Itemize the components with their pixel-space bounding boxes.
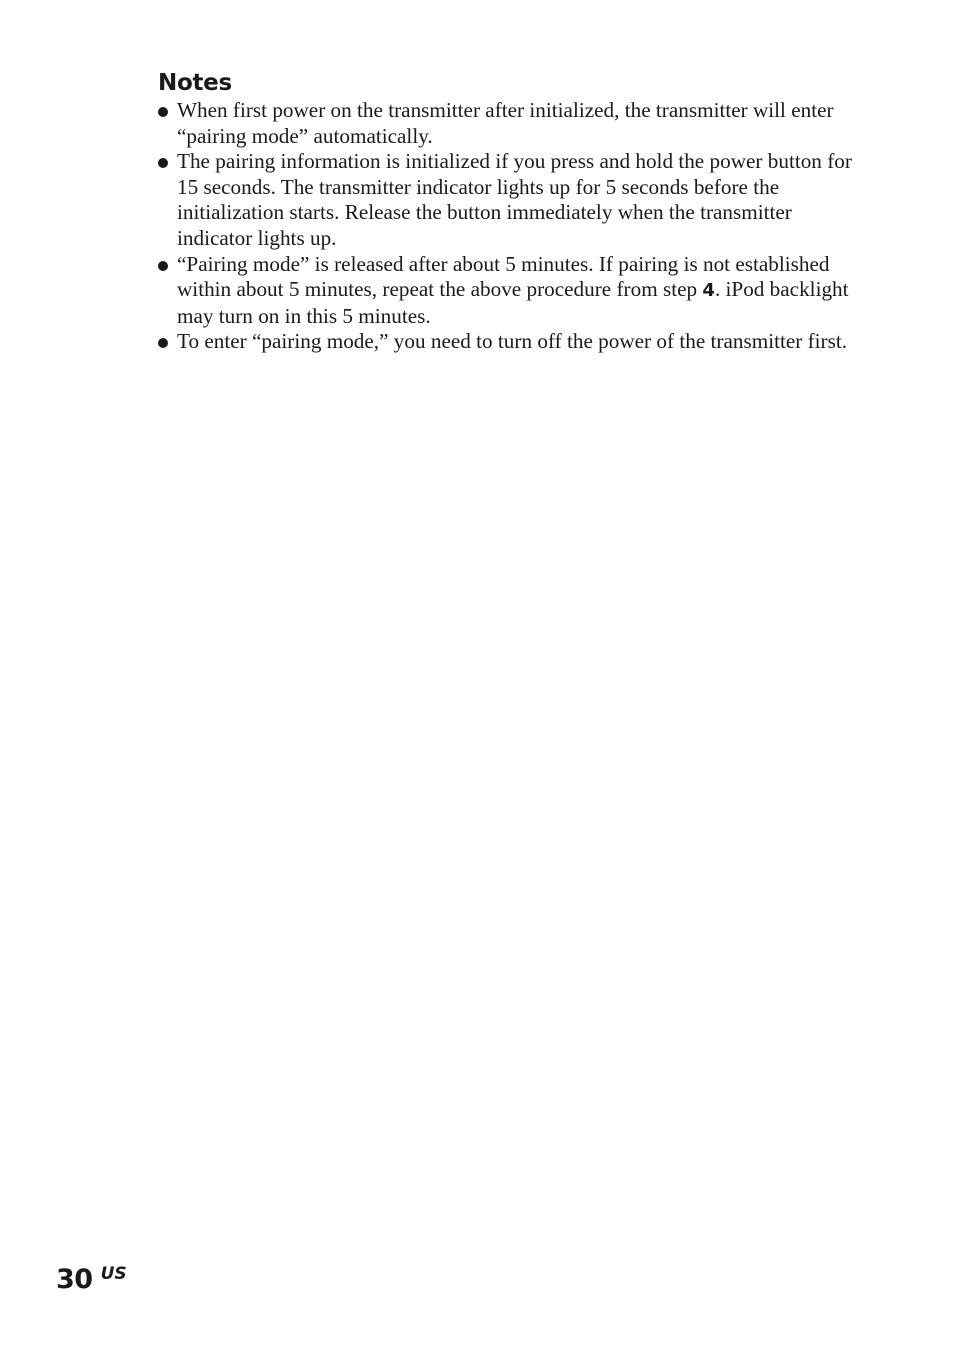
note-item-1 [158,98,868,149]
bullet-icon [158,261,168,271]
notes-list [158,98,868,355]
note-item-3 [158,252,868,330]
note-text-after: . iPod backlight may turn on in this 5 minutes. [177,277,849,328]
region-code: US [100,1264,127,1284]
note-text: To enter “pairing mode,” you need to turn off the power of the transmitter first. [177,329,848,354]
note-text: When first power on the transmitter after initialized, the transmitter will enter “pairing mode” automatically. [177,98,834,148]
page-number: 30 [56,1264,93,1295]
note-item-2 [158,149,868,251]
bullet-icon [158,107,168,117]
notes-heading: Notes [158,70,232,96]
note-text-before: “Pairing mode” is released after about 5 minutes. If pairing is not established within about 5 minutes, repeat the above procedure from step [177,251,830,302]
notes-section [158,68,868,355]
bullet-icon [158,338,168,348]
note-item-4 [158,329,868,355]
note-text: The pairing information is initialized if you press and hold the power button for 15 seconds. The transmitter indicator lights up for 5 seconds before the initialization starts. Release the button immediately when the transmitter indicator lights up. [177,149,852,250]
step-reference: 4 [702,280,715,302]
bullet-icon [158,158,168,168]
page-folio [56,1264,127,1295]
